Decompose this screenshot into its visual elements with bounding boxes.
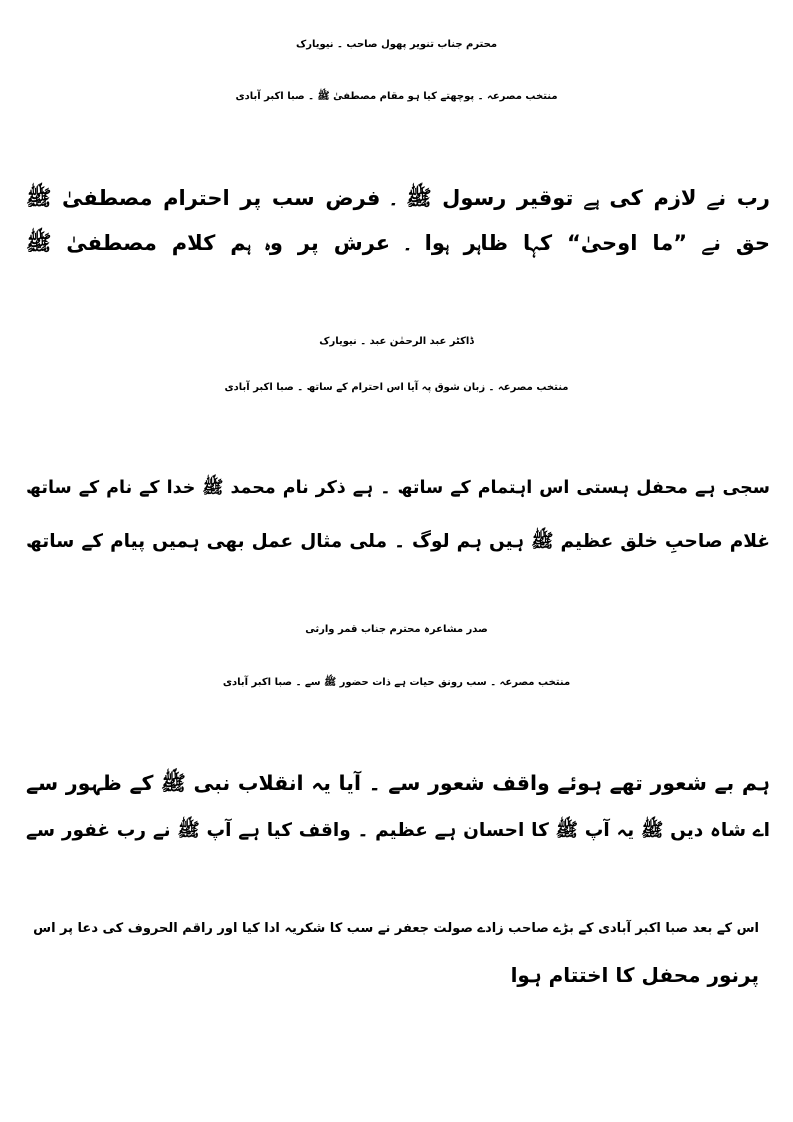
section-3-verse-line-1: ہم بے شعور تھے ہوئے واقف شعور سے ۔ آیا یہ انقلاب نبی ﷺ کے ظہور سے bbox=[26, 771, 770, 795]
section-3-subheading: منتخب مصرعہ ۔ سب رونق حیات ہے ذات حضور ﷺ سے ۔ صبا اکبر آبادی bbox=[222, 677, 571, 688]
section-2-verse-line-2: غلام صاحبِ خلق عظیم ﷺ ہیں ہم لوگ ۔ ملی مثال عمل بھی ہمیں پیام کے ساتھ bbox=[26, 531, 770, 552]
section-1-subheading: منتخب مصرعہ ۔ پوچھتے کیا ہو مقام مصطفیٰ ﷺ ۔ صبا اکبر آبادی bbox=[235, 91, 558, 102]
section-3-verse-line-2: اے شاہ دیں ﷺ یہ آپ ﷺ کا احسان ہے عظیم ۔ واقف کیا ہے آپ ﷺ نے رب غفور سے bbox=[26, 820, 770, 841]
section-1-verse-line-2: حق نے ”ما اوحیٰ“ کہا ظاہر ہوا ۔ عرش پر وہ ہم کلام مصطفیٰ ﷺ bbox=[26, 231, 770, 255]
section-1-heading: محترم جناب تنویر پھول صاحب ۔ نیویارک bbox=[295, 39, 498, 50]
closing-line-1: اس کے بعد صبا اکبر آبادی کے بڑے صاحب زادے صولت جعفر نے سب کا شکریہ ادا کیا اور راقم الحروف کی دعا پر اس bbox=[33, 921, 759, 936]
section-2-subheading: منتخب مصرعہ ۔ زبان شوق پہ آیا اس احترام کے ساتھ ۔ صبا اکبر آبادی bbox=[224, 382, 569, 393]
closing-line-2: پرنور محفل کا اختتام ہوا bbox=[510, 963, 759, 987]
section-2-verse-line-1: سجی ہے محفل ہستی اس اہتمام کے ساتھ ۔ ہے ذکر نام محمد ﷺ خدا کے نام کے ساتھ bbox=[26, 478, 770, 498]
section-1-verse-line-1: رب نے لازم کی ہے توقیر رسول ﷺ ۔ فرض سب پر احترام مصطفیٰ ﷺ bbox=[26, 186, 770, 210]
section-2-heading: ڈاکٹر عبد الرحمٰن عبد ۔ نیویارک bbox=[319, 336, 474, 347]
section-3-heading: صدر مشاعرہ محترم جناب قمر وارثی bbox=[305, 624, 488, 635]
